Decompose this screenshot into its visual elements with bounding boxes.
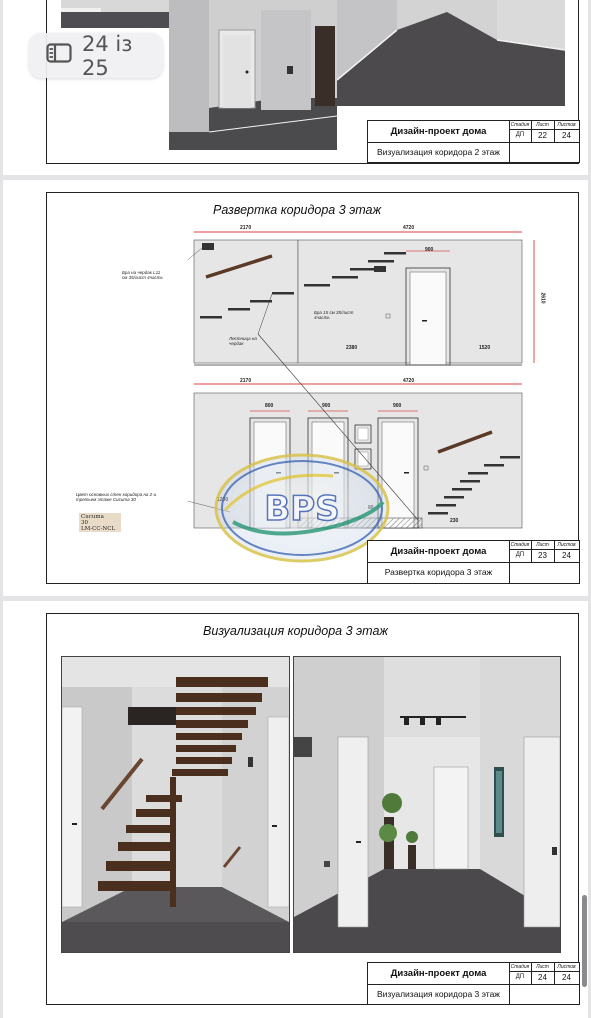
- page-indicator[interactable]: [29, 33, 163, 78]
- stamp-header-stage: Стадия: [509, 541, 532, 550]
- note-sconce-attic: Бра на чердак L11 см 35/лист 4часть: [122, 270, 163, 280]
- bps-watermark-logo: [213, 452, 391, 564]
- page-22-sheets: 24: [554, 129, 579, 143]
- dim-bot-b: 4720: [403, 378, 415, 384]
- dim-top-a: 2170: [240, 225, 252, 231]
- dim-bot-right: 230: [450, 518, 459, 524]
- page-24-title-block: [367, 962, 580, 1005]
- render-corridor-2-right: [337, 0, 565, 106]
- stamp-header-sheets: Листов: [554, 963, 579, 972]
- page-24-project: Дизайн-проект дома: [368, 963, 510, 985]
- stamp-header-sheet: Лист: [531, 541, 555, 550]
- stamp-header-sheet: Лист: [531, 121, 555, 130]
- dim-door-d: 900: [393, 403, 402, 409]
- page-23-subtitle: Развертка коридора 3 этаж: [368, 562, 510, 583]
- page-24-sheets: 24: [554, 971, 579, 985]
- dim-floor-b: 1520: [479, 345, 491, 351]
- stamp-header-stage: Стадия: [509, 963, 532, 972]
- stamp-header-sheet: Лист: [531, 963, 555, 972]
- sidebar-icon[interactable]: [46, 43, 72, 68]
- page-22-subtitle: Визуализация коридора 2 этаж: [368, 142, 510, 162]
- page-22-project: Дизайн-проект дома: [368, 121, 510, 143]
- render-corridor-2-left: [61, 0, 169, 28]
- render-corridor-3-hallway: [293, 656, 561, 953]
- note-attic-stairs: Лестница на чердак: [229, 336, 257, 346]
- page-24-stage: ДП: [509, 971, 532, 985]
- page-indicator-text: 24 із 25: [82, 31, 133, 80]
- page-24: [3, 601, 588, 1018]
- dim-floor-a: 2380: [346, 345, 358, 351]
- note-wall-color: Цвет основных стен коридора на 2-и третьем этаже Cucuma 30: [76, 492, 157, 502]
- stamp-header-sheets: Листов: [554, 121, 579, 130]
- page-23-title: Развертка коридора 3 этаж: [213, 203, 382, 217]
- page-24-subtitle: Визуализация коридора 3 этаж: [368, 984, 510, 1004]
- watermark-text: BPS: [264, 489, 340, 529]
- page-22: [3, 0, 588, 175]
- stamp-header-stage: Стадия: [509, 121, 532, 130]
- page-23: [3, 180, 588, 596]
- color-swatch-cucuma: Cucuma 30 LM-CC-NCL: [79, 513, 121, 532]
- scrollbar-thumb[interactable]: [582, 895, 587, 987]
- note-sconce: Бра 15 см 35/лист 4часть: [314, 310, 354, 320]
- dim-door-a: 900: [425, 247, 434, 253]
- dim-bot-a: 2170: [240, 378, 252, 384]
- stamp-header-sheets: Листов: [554, 541, 579, 550]
- page-22-sheet: 22: [531, 129, 555, 143]
- page-22-stage: ДП: [509, 129, 532, 143]
- page-24-sheet: 24: [531, 971, 555, 985]
- render-corridor-2-center: [169, 0, 337, 150]
- page-24-title: Визуализация коридора 3 этаж: [202, 624, 388, 638]
- page-23-stage: ДП: [509, 549, 532, 563]
- page-23-sheets: 24: [554, 549, 579, 563]
- page-22-title-block: [367, 120, 580, 163]
- page-23-sheet: 23: [531, 549, 555, 563]
- render-corridor-3-stairs: [61, 656, 290, 953]
- dim-door-b: 800: [265, 403, 274, 409]
- page-23-project: Дизайн-проект дома: [368, 541, 510, 563]
- dim-top-b: 4720: [403, 225, 415, 231]
- page-23-title-block: [367, 540, 580, 584]
- dim-h-right: 2610: [539, 292, 546, 304]
- dim-door-c: 900: [322, 403, 331, 409]
